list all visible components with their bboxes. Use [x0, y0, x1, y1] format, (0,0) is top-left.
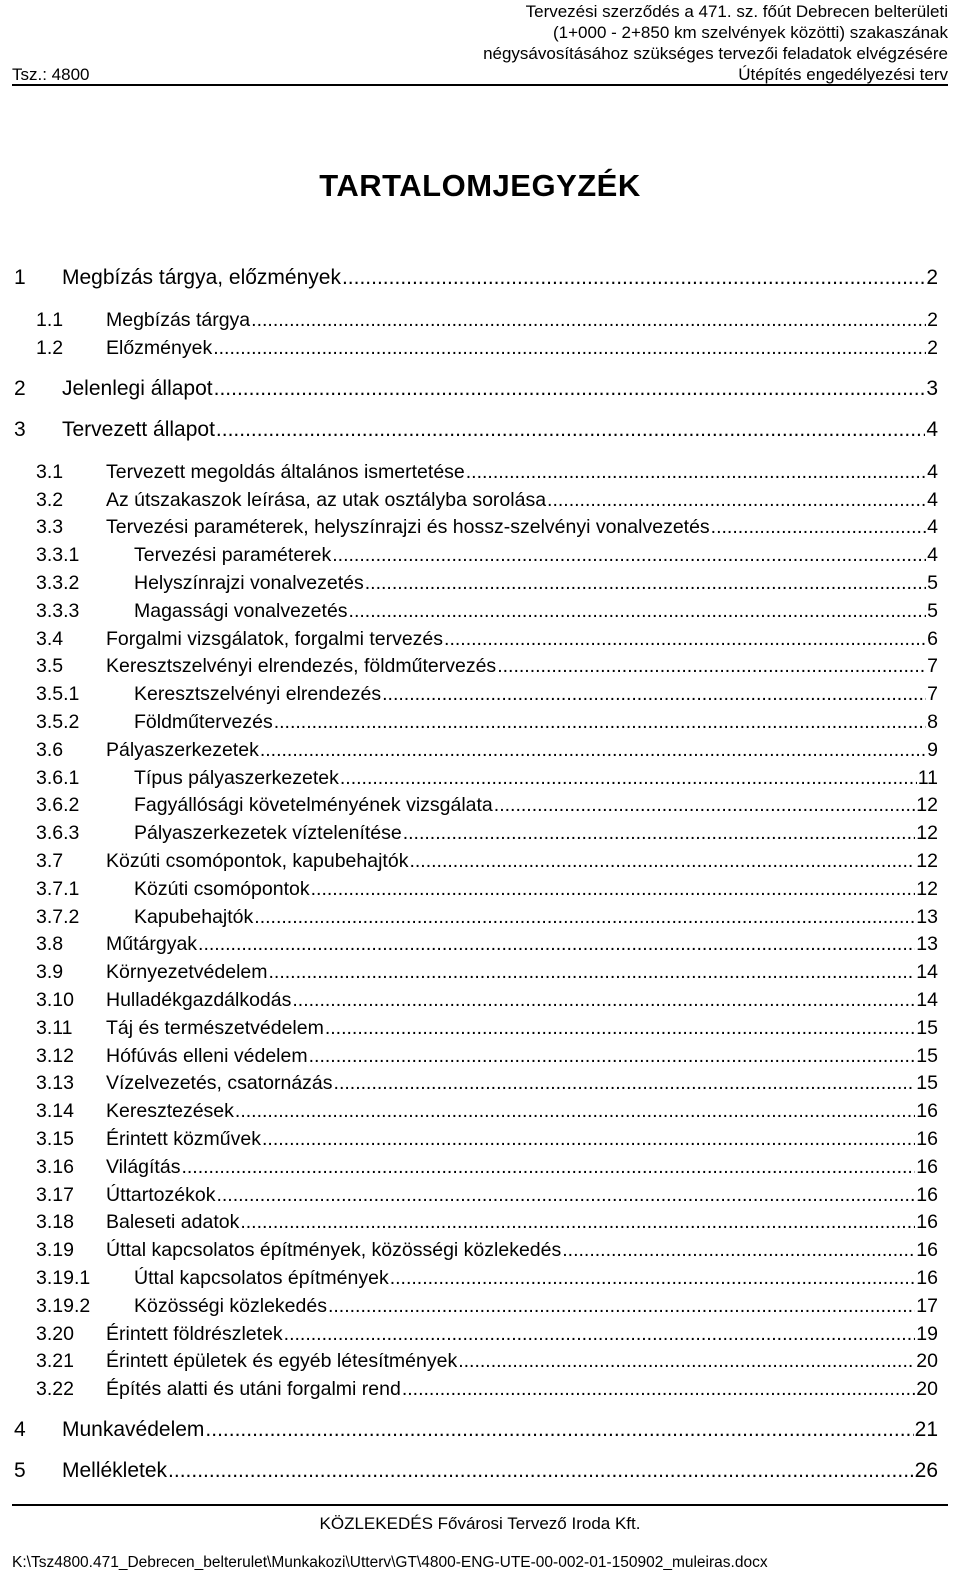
toc-leader-dots [181, 1154, 915, 1180]
toc-leader-dots [365, 570, 926, 596]
toc-entry-number: 3.22 [36, 1378, 74, 1401]
toc-entry-number: 3.7.2 [36, 905, 80, 928]
toc-entry[interactable] [14, 792, 938, 818]
toc-entry-title: Baleseti adatok [106, 1211, 240, 1234]
toc-entry[interactable] [14, 265, 938, 291]
toc-entry-title: Magassági vonalvezetés [134, 599, 348, 622]
toc-entry-title: Keresztszelvényi elrendezés [134, 683, 382, 706]
toc-leader-dots [390, 1265, 916, 1291]
toc-entry-page: 17 [916, 1294, 938, 1317]
toc-entry-number: 5 [14, 1459, 26, 1483]
toc-entry-number: 3.1 [36, 460, 64, 483]
toc-leader-dots [213, 335, 926, 361]
toc-leader-dots [260, 737, 926, 763]
toc-entry[interactable] [14, 1265, 938, 1291]
toc-entry-number: 3.6.1 [36, 766, 80, 789]
toc-entry-number: 2 [14, 376, 26, 400]
footer-file-path: K:\Tsz4800.471_Debrecen_belterulet\Munkakozi\Utterv\GT\4800-ENG-UTE-00-002-01-150902_muleiras.docx [12, 1554, 768, 1571]
toc-entry-page: 6 [927, 627, 938, 650]
toc-entry-title: Pályaszerkezetek [106, 738, 259, 761]
toc-entry-title: Érintett földrészletek [106, 1322, 283, 1345]
toc-entry-number: 3.3.2 [36, 572, 80, 594]
toc-entry-page: 4 [927, 544, 938, 567]
toc-entry-number: 3.12 [36, 1044, 74, 1067]
toc-entry-title: Hulladékgazdálkodás [106, 989, 292, 1011]
page-header [12, 0, 948, 86]
toc-leader-dots [254, 904, 915, 930]
toc-entry-page: 16 [916, 1100, 938, 1123]
toc-entry[interactable] [14, 514, 938, 540]
toc-entry-title: Táj és természetvédelem [106, 1016, 324, 1039]
toc-entry-number: 3.3.1 [36, 544, 80, 567]
toc-leader-dots [547, 487, 926, 513]
toc-entry[interactable] [14, 737, 938, 763]
toc-entry[interactable] [14, 987, 938, 1013]
toc-entry[interactable] [14, 570, 938, 596]
toc-entry-title: Fagyállósági követelményének vizsgálata [134, 794, 493, 817]
toc-entry[interactable] [14, 1126, 938, 1152]
toc-entry-number: 4 [14, 1418, 26, 1442]
toc-leader-dots [325, 1015, 915, 1041]
toc-leader-dots [251, 307, 926, 333]
toc-leader-dots [168, 1458, 914, 1484]
toc-entry-page: 4 [927, 460, 938, 483]
toc-entry[interactable] [14, 1348, 938, 1374]
toc-entry-title: Az útszakaszok leírása, az utak osztályba sorolása [106, 488, 547, 511]
toc-entry-title: Tervezett állapot [62, 417, 215, 441]
toc-entry-page: 21 [914, 1418, 938, 1442]
toc-entry-number: 3.6 [36, 738, 64, 761]
toc-leader-dots [342, 265, 925, 291]
toc-entry-title: Mellékletek [62, 1459, 168, 1483]
header-contract-line-2: (1+000 - 2+850 km szelvények közötti) szakaszának [553, 23, 948, 42]
toc-entry[interactable] [14, 653, 938, 679]
header-contract-line-3: négysávosításához szükséges tervezői feladatok elvégzésére [483, 44, 948, 63]
toc-leader-dots [274, 709, 926, 735]
page-title: TARTALOMJEGYZÉK [319, 168, 641, 203]
toc-entry-number: 3.11 [36, 1016, 73, 1039]
toc-entry-page: 7 [927, 683, 938, 706]
toc-entry-page: 9 [927, 738, 938, 761]
toc-entry-page: 13 [916, 905, 938, 928]
toc-entry-number: 3 [14, 417, 26, 441]
toc-entry[interactable] [14, 1237, 938, 1263]
toc-entry-page: 12 [916, 850, 938, 872]
toc-entry-number: 3.19.2 [36, 1294, 91, 1317]
toc-entry[interactable] [14, 1015, 938, 1041]
toc-entry-number: 3.19.1 [36, 1267, 91, 1289]
toc-entry-page: 16 [916, 1183, 938, 1206]
toc-entry-title: Közúti csomópontok [134, 877, 310, 900]
toc-leader-dots [444, 626, 926, 652]
toc-entry[interactable] [14, 1209, 938, 1235]
toc-entry-title: Közösségi közlekedés [134, 1294, 327, 1317]
toc-entry-title: Előzmények [106, 336, 213, 359]
toc-entry-number: 3.6.3 [36, 822, 80, 845]
toc-leader-dots [214, 376, 926, 402]
toc-entry-number: 1.2 [36, 336, 64, 359]
toc-entry-page: 11 [917, 766, 938, 789]
toc-entry[interactable] [14, 709, 938, 735]
toc-entry-page: 16 [916, 1267, 938, 1289]
toc-entry[interactable] [14, 1098, 938, 1124]
toc-entry-title: Tervezési paraméterek, helyszínrajzi és hossz-szelvényi vonalvezetés [106, 516, 710, 539]
page-footer [12, 1504, 948, 1571]
toc-entry-title: Világítás [106, 1155, 181, 1178]
toc-entry[interactable] [14, 1417, 938, 1443]
toc-entry-number: 3.20 [36, 1322, 74, 1345]
toc-entry[interactable] [14, 1182, 938, 1208]
toc-entry-title: Munkavédelem [62, 1418, 205, 1442]
toc-leader-dots [205, 1417, 913, 1443]
toc-entry-page: 2 [927, 336, 938, 359]
toc-entry-page: 5 [927, 572, 938, 594]
toc-leader-dots [292, 987, 915, 1013]
toc-entry-page: 16 [916, 1211, 938, 1234]
toc-entry-page: 5 [927, 599, 938, 622]
toc-entry-page: 14 [916, 961, 938, 984]
toc-entry[interactable] [14, 1293, 938, 1319]
toc-entry-page: 8 [927, 711, 938, 733]
toc-entry-page: 4 [927, 516, 938, 539]
toc-entry-page: 2 [927, 309, 938, 331]
toc-entry-number: 3.5.1 [36, 683, 80, 706]
toc-entry-number: 3.18 [36, 1211, 74, 1234]
toc-entry[interactable] [14, 876, 938, 902]
toc-entry-number: 3.3.3 [36, 599, 80, 622]
toc-leader-dots [216, 1182, 915, 1208]
toc-entry[interactable] [14, 1458, 938, 1484]
toc-entry-number: 3.5 [36, 655, 64, 678]
toc-leader-dots [284, 1321, 916, 1347]
toc-entry[interactable] [14, 487, 938, 513]
toc-entry[interactable] [14, 848, 938, 874]
toc-entry-page: 16 [916, 1128, 938, 1150]
toc-entry-number: 3.5.2 [36, 711, 80, 733]
toc-entry-title: Megbízás tárgya, előzmények [62, 266, 341, 289]
toc-entry-title: Keresztezések [106, 1100, 234, 1123]
footer-company: KÖZLEKEDÉS Fővárosi Tervező Iroda Kft. [319, 1514, 641, 1533]
toc-entry-number: 3.21 [36, 1350, 74, 1373]
toc-leader-dots [262, 1126, 915, 1152]
toc-leader-dots [198, 931, 915, 957]
toc-entry-title: Építés alatti és utáni forgalmi rend [106, 1378, 401, 1401]
toc-entry-number: 3.3 [36, 516, 64, 539]
toc-entry-page: 2 [926, 266, 938, 289]
toc-entry-number: 3.8 [36, 933, 64, 956]
toc-entry-title: Úttal kapcsolatos építmények [134, 1267, 389, 1289]
toc-entry-title: Közúti csomópontok, kapubehajtók [106, 850, 409, 872]
toc-entry-title: Műtárgyak [106, 933, 198, 956]
toc-entry[interactable] [14, 820, 938, 846]
toc-entry-number: 3.6.2 [36, 794, 80, 817]
toc-entry-page: 20 [916, 1350, 938, 1373]
toc-entry-number: 3.15 [36, 1128, 74, 1150]
toc-entry-page: 15 [916, 1016, 938, 1039]
toc-entry-page: 20 [916, 1378, 938, 1401]
toc-entry-number: 3.7.1 [36, 877, 80, 900]
toc-leader-dots [235, 1098, 915, 1124]
toc-entry-number: 3.10 [36, 989, 74, 1011]
toc-entry-title: Érintett épületek és egyéb létesítmények [106, 1350, 458, 1373]
toc-leader-dots [269, 959, 916, 985]
toc-entry[interactable] [14, 626, 938, 652]
toc-leader-dots [311, 876, 916, 902]
toc-entry-title: Úttartozékok [106, 1183, 216, 1206]
toc-entry-number: 3.16 [36, 1155, 74, 1178]
toc-entry-page: 26 [914, 1459, 938, 1483]
toc-entry-title: Típus pályaszerkezetek [134, 766, 339, 789]
toc-entry-number: 3.17 [36, 1183, 74, 1206]
toc-leader-dots [349, 598, 927, 624]
toc-leader-dots [332, 542, 926, 568]
toc-entry[interactable] [14, 1376, 938, 1402]
toc-entry-number: 3.19 [36, 1239, 74, 1262]
toc-entry-title: Kapubehajtók [134, 905, 254, 928]
toc-entry-page: 12 [916, 794, 938, 817]
toc-entry-title: Helyszínrajzi vonalvezetés [134, 572, 364, 594]
toc-leader-dots [562, 1237, 915, 1263]
toc-entry[interactable] [14, 1070, 938, 1096]
toc-entry-number: 1 [14, 266, 26, 289]
toc-entry-title: Földműtervezés [134, 711, 273, 733]
toc-entry-number: 3.4 [36, 627, 64, 650]
toc-entry-page: 19 [916, 1322, 938, 1345]
header-plan-type: Útépítés engedélyezési terv [738, 65, 948, 84]
toc-leader-dots [494, 792, 916, 818]
toc-entry-title: Érintett közművek [106, 1128, 261, 1150]
toc-entry-number: 1.1 [36, 309, 64, 331]
toc-entry-number: 3.9 [36, 961, 64, 984]
toc-entry-number: 3.2 [36, 488, 64, 511]
toc-leader-dots [497, 653, 926, 679]
toc-entry-number: 3.13 [36, 1072, 74, 1095]
header-project-number: Tsz.: 4800 [12, 65, 90, 84]
toc-entry-page: 15 [916, 1072, 938, 1095]
toc-entry[interactable] [14, 376, 938, 402]
header-contract-line-1: Tervezési szerződés a 471. sz. főút Debrecen belterületi [525, 2, 948, 21]
toc-entry-page: 16 [916, 1155, 938, 1178]
toc-entry[interactable] [14, 959, 938, 985]
toc-leader-dots [403, 820, 916, 846]
toc-entry-title: Környezetvédelem [106, 961, 268, 984]
toc-entry-page: 12 [916, 877, 938, 900]
toc-entry-title: Pályaszerkezetek víztelenítése [134, 822, 402, 845]
toc-entry-title: Tervezett megoldás általános ismertetése [106, 460, 465, 483]
toc-leader-dots [240, 1209, 915, 1235]
toc-entry[interactable] [14, 1321, 938, 1347]
toc-leader-dots [466, 459, 926, 485]
toc-entry-title: Keresztszelvényi elrendezés, földműtervezés [106, 655, 497, 678]
toc-entry-number: 3.14 [36, 1100, 74, 1123]
toc-entry-title: Tervezési paraméterek [134, 544, 332, 567]
toc-entry-page: 12 [916, 822, 938, 845]
toc-entry-title: Forgalmi vizsgálatok, forgalmi tervezés [106, 627, 444, 650]
toc-leader-dots [458, 1348, 915, 1374]
toc-entry-page: 15 [916, 1044, 938, 1067]
toc-entry[interactable] [14, 681, 938, 707]
toc-entry-title: Jelenlegi állapot [62, 376, 213, 400]
toc-leader-dots [334, 1070, 916, 1096]
toc-leader-dots [216, 417, 925, 443]
toc-entry[interactable] [14, 335, 938, 361]
toc-entry-page: 13 [916, 933, 938, 956]
toc-entry[interactable] [14, 307, 938, 333]
toc-entry[interactable] [14, 931, 938, 957]
toc-entry[interactable] [14, 459, 938, 485]
toc-entry-page: 7 [927, 655, 938, 678]
toc-entry-number: 3.7 [36, 850, 64, 872]
toc-leader-dots [382, 681, 926, 707]
toc-leader-dots [328, 1293, 915, 1319]
toc-entry[interactable] [14, 765, 938, 791]
toc-leader-dots [711, 514, 926, 540]
toc-leader-dots [340, 765, 917, 791]
toc-entry-page: 4 [926, 417, 938, 441]
toc-leader-dots [309, 1043, 916, 1069]
toc-entry[interactable] [14, 904, 938, 930]
toc-entry-page: 14 [916, 989, 938, 1011]
toc-leader-dots [402, 1376, 915, 1402]
toc-leader-dots [409, 848, 915, 874]
toc-entry-page: 16 [916, 1239, 938, 1262]
toc-entry-page: 3 [926, 376, 938, 400]
toc-entry-title: Megbízás tárgya [106, 309, 251, 331]
toc-entry[interactable] [14, 1154, 938, 1180]
toc-entry[interactable] [14, 417, 938, 443]
toc-entry-title: Vízelvezetés, csatornázás [106, 1072, 333, 1095]
toc-entry[interactable] [14, 1043, 938, 1069]
toc-entry[interactable] [14, 598, 938, 624]
toc-entry-title: Hófúvás elleni védelem [106, 1044, 308, 1067]
toc-entry[interactable] [14, 542, 938, 568]
toc-entry-page: 4 [927, 488, 938, 511]
toc-entry-title: Úttal kapcsolatos építmények, közösségi közlekedés [106, 1239, 562, 1262]
